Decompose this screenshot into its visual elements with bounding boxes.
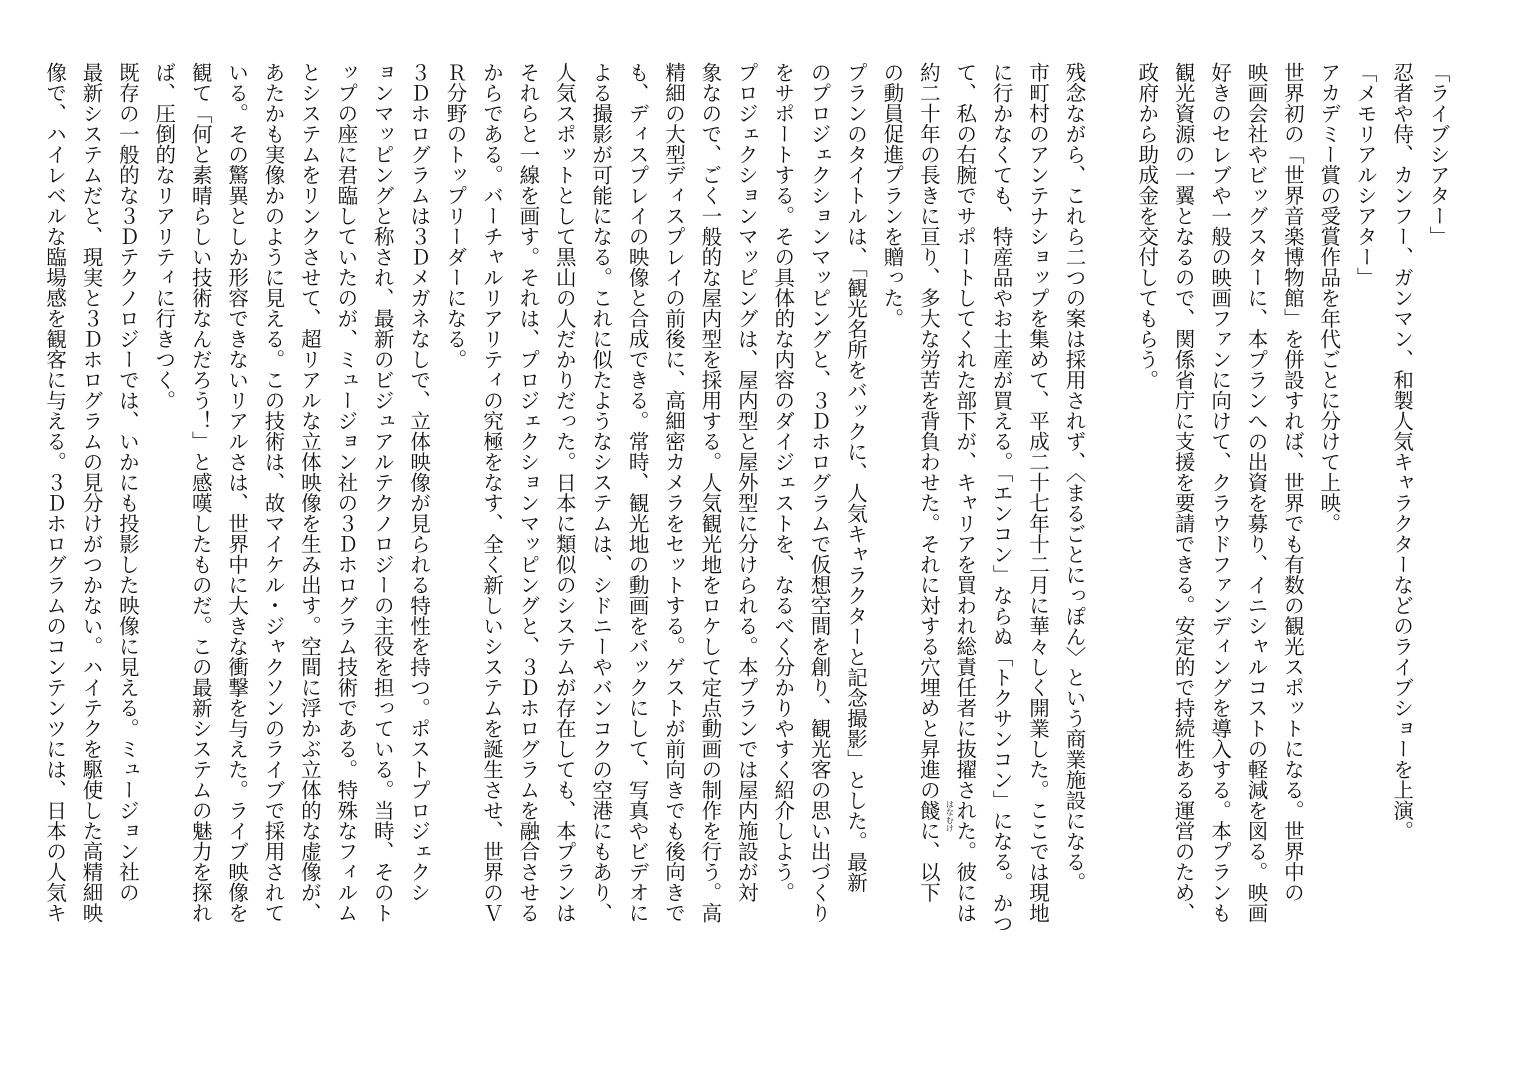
text-line: 残念ながら、これら二つの案は採用されず、〈まるごとにっぽん〉という商業施設になる。 [1061,62,1086,893]
paragraph-gap [1092,62,1128,1022]
text-line: ば、圧倒的なリアリティに行きつく。 [151,62,176,411]
text-line: よる撮影が可能になる。これに似たようなシステムは、シドニーやバンコクの空港にもあり、 [588,62,613,923]
text-line: も、ディスプレイの映像と合成できる。常時、観光地の動画をバックにして、写真やビデオに [625,62,650,923]
text-line: のプロジェクションマッピングと、３Ｄホログラムで仮想空間を創り、観光客の思い出づくり [807,62,832,923]
text-line: 観光資源の一翼となるので、関係省庁に支援を要請できる。安定的で持続性ある運営のため、 [1171,62,1196,923]
text-line: いる。その驚異としか形容できないリアルさは、世界中に大きな衝撃を与えた。ライブ映像を [224,62,249,923]
text-line: アカデミー賞の受賞作品を年代ごとに分けて上映。 [1316,62,1341,534]
text-line: ョンマッピングと称され、最新のビジュアルテクノロジーの主役を担っている。当時、そのト [370,62,395,923]
text-line: をサポートする。その具体的な内容のダイジェストを、なるべく分かりやすく紹介しよう。 [770,62,795,903]
text-line: 市町村のアンテナショップを集めて、平成二十七年十二月に華々しく開業した。ここでは現地 [1025,62,1050,923]
text-line: それらと一線を画す。それは、プロジェクションマッピングと、３Ｄホログラムを融合させる [515,62,540,923]
text-line: て、私の右腕でサポートしてくれた部下が、キャリアを買われ総責任者に抜擢された。彼には [952,62,977,923]
text-line: 精細の大型ディスプレイの前後に、高細密カメラをセットする。ゲストが前向きでも後向きで [661,62,686,923]
text-line: ップの座に君臨していたのが、ミュージョン社の３Ｄホログラム技術である。特殊なフィルム [333,62,358,923]
text-line: の動員促進プランを贈った。 [879,62,904,329]
text-line: 「ライブシアター」 [1426,62,1450,247]
text-line-main: 約二十年の長きに亘り、多大な労苦を背負わせた。それに対する穴埋めと昇進の [916,62,941,800]
text-line: 「メモリアルシアター」 [1353,62,1378,288]
furigana-base: 餞 [916,800,941,821]
vertical-text-body [42,62,1456,1022]
text-line: 政府から助成金を交付してもらう。 [1134,62,1159,390]
text-line: 最新システムだと、現実と３Ｄホログラムの見分けがつかない。ハイテクを駆使した高精細映 [78,62,103,923]
text-line: 像で、ハイレベルな臨場感を観客に与える。３Ｄホログラムのコンテンツには、日本の人気キ [42,62,67,923]
text-line: ３Ｄホログラムは３Ｄメガネなしで、立体映像が見られる特性を持つ。ポストプロジェクシ [406,62,431,903]
text-line: 忍者や侍、カンフー、ガンマン、和製人気キャラクターなどのライブショーを上演。 [1389,62,1414,841]
furigana-word [916,800,955,832]
text-line: 観て「何と素晴らしい技術なんだろう！」と感嘆したものだ。この最新システムの魅力を探れ [188,62,213,923]
furigana-reading: はなむけ [945,800,955,832]
text-line: 既存の一般的な３Ｄテクノロジーでは、いかにも投影した映像に見える。ミュージョン社の [115,62,140,903]
text-line: 象なので、ごく一般的な屋内型を採用する。人気観光地をロケして定点動画の制作を行う。高 [697,62,722,923]
text-line: プランのタイトルは、「観光名所をバックに、人気キャラクターと記念撮影」とした。最新 [843,62,868,893]
text-line-with-furigana [910,62,955,1022]
text-line: とシステムをリンクさせて、超リアルな立体映像を生み出す。空間に浮かぶ立体的な虚像が、 [297,62,322,923]
text-line: Ｒ分野のトップリーダーになる。 [443,62,468,370]
text-line: 好きのセレブや一般の映画ファンに向けて、クラウドファンディングを導入する。本プランも [1207,62,1232,923]
furigana-suffix: に、以下 [916,820,941,903]
text-line: プロジェクションマッピングは、屋内型と屋外型に分けられる。本プランでは屋内施設が対 [734,62,759,903]
text-line: に行かなくても、特産品やお土産が買える。「エンコン」ならぬ「トクサンコン」になる。かつ [989,62,1014,934]
text-line: からである。バーチャルリアリティの究極をなす、全く新しいシステムを誕生させ、世界のＶ [479,62,504,923]
text-line: 世界初の「世界音楽博物館」を併設すれば、世界でも有数の観光スポットになる。世界中の [1280,62,1305,903]
text-line: 映画会社やビッグスターに、本プランへの出資を募り、イニシャルコストの軽減を図る。映画 [1243,62,1268,923]
text-line: 人気スポットとして黒山の人だかりだった。日本に類似のシステムが存在しても、本プランは [552,62,577,923]
text-line: あたかも実像かのように見える。この技術は、故マイケル・ジャクソンのライブで採用されて [261,62,286,923]
